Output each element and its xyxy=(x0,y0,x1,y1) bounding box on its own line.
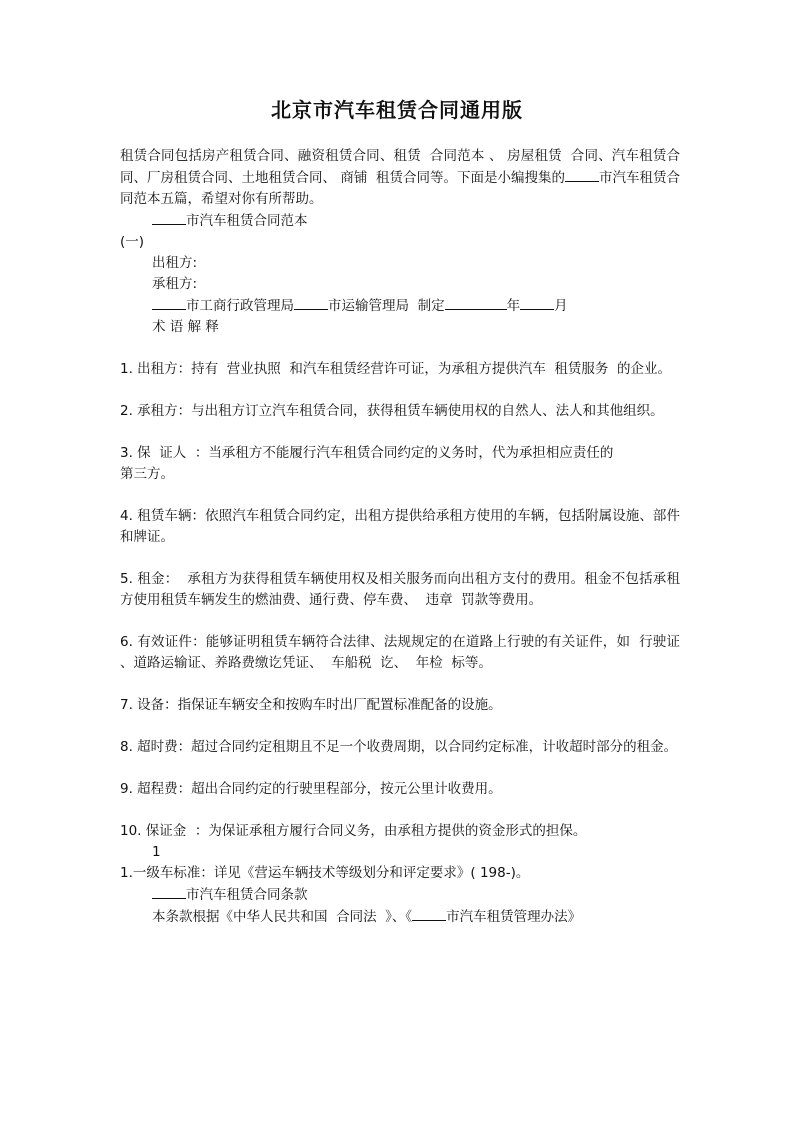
blank-underline xyxy=(445,295,507,310)
blank-underline xyxy=(565,167,599,182)
blank-underline xyxy=(294,295,328,310)
blank-underline xyxy=(152,210,186,225)
lessee-label: 承租方: xyxy=(152,276,198,292)
definition-item: 8. 超时费：超过合同约定租期且不足一个收费周期，以合同约定标准，计收超时部分的租金。 xyxy=(120,739,678,755)
definition-item: 10. 保证金 ：为保证承租方履行合同义务，由承租方提供的资金形式的担保。 xyxy=(120,823,587,839)
sample-heading: 市汽车租赁合同范本 xyxy=(120,210,680,232)
standard-line: 1.一级车标准：详见《营运车辆技术等级划分和评定要求》( 198-)。 xyxy=(120,865,530,881)
document-body xyxy=(120,146,689,928)
intro-paragraph xyxy=(120,146,680,210)
intro-text-2: 市汽车租赁合同范本五篇，希望对你有所帮助。 xyxy=(120,170,681,207)
blank-underline xyxy=(520,295,554,310)
definition-item: 7. 设备：指保证车辆安全和按购车时出厂配置标准配备的设施。 xyxy=(120,697,502,713)
definition-item: 6. 有效证件：能够证明租赁车辆符合法律、法规规定的在道路上行驶的有关证件，如 行驶证 、道路运输证、养路费缴讫凭证、 车船税 讫、 年检 标等。 xyxy=(120,634,689,671)
blank-underline xyxy=(412,906,446,921)
terms-heading: 术 语 解 释 xyxy=(152,319,219,335)
authority-line: 市工商行政管理局 市运输管理局 制定 年 月 xyxy=(120,295,680,317)
definition-item: 2. 承租方：与出租方订立汽车租赁合同，获得租赁车辆使用权的自然人、法人和其他组织。 xyxy=(120,403,664,419)
intro-text-1: 租赁合同包括房产租赁合同、融资租赁合同、租赁 合同范本 、 房屋租赁 合同、汽车租赁合同、厂房租赁合同、土地租赁合同、 商铺 租赁合同等。下面是小编搜集的 xyxy=(120,148,680,186)
definition-item: 1. 出租方：持有 营业执照 和汽车租赁经营许可证，为承租方提供汽车 租赁服务 的企业。 xyxy=(120,361,672,377)
definition-item: 3. 保 证人 ：当承租方不能履行汽车租赁合同约定的义务时，代为承担相应责任的 第三方。 xyxy=(120,445,614,482)
definition-item: 9. 超程费：超出合同约定的行驶里程部分，按元公里计收费用。 xyxy=(120,781,502,797)
document-title: 北京市汽车租赁合同通用版 xyxy=(271,98,523,122)
blank-underline xyxy=(152,295,186,310)
definition-item: 5. 租金： 承租方为获得租赁车辆使用权及相关服务而向出租方支付的费用。租金不包括承租方使用租赁车辆发生的燃油费、通行费、停车费、 违章 罚款等费用。 xyxy=(120,571,680,608)
page-number: 1 xyxy=(152,844,161,860)
clause-heading: 市汽车租赁合同条款 xyxy=(120,884,680,906)
basis-line: 本条款根据《中华人民共和国 合同法 》、《 市汽车租赁管理办法》 xyxy=(120,906,680,928)
lessor-label: 出租方: xyxy=(152,255,198,271)
definition-item: 4. 租赁车辆：依照汽车租赁合同约定，出租方提供给承租方使用的车辆，包括附属设施、部件和牌证。 xyxy=(120,508,680,545)
section-one-label: (一) xyxy=(120,234,145,250)
blank-underline xyxy=(152,884,186,899)
